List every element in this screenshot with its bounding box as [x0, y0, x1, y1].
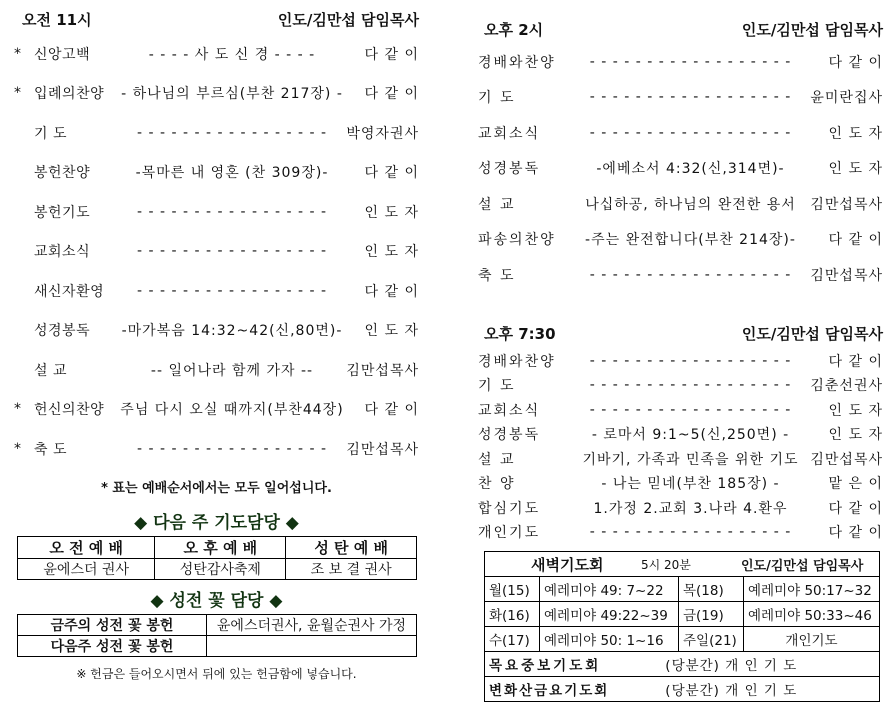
order-detail: -목마른 내 영혼 (찬 309장)- [135, 165, 329, 182]
order-row [14, 390, 419, 430]
morning-leader: 인도/김만섭 담임목사 [277, 10, 419, 29]
order-name: 기 도 [478, 90, 516, 107]
order-leader: 김춘선권사 [810, 378, 883, 395]
order-row [14, 429, 419, 469]
dawn-extra-row [485, 652, 880, 677]
flower-duty-title: ◆ 성전 꽃 담당 ◆ [150, 590, 283, 611]
order-name: 합심기도 [478, 500, 541, 517]
order-name: 경배와찬양 [478, 54, 556, 71]
order-row [478, 222, 883, 258]
order-name: 입례의찬양 [34, 86, 105, 103]
order-detail: 1.가정 2.교회 3.나라 4.환우 [593, 500, 788, 517]
order-name: 설 교 [478, 196, 516, 213]
dawn-leader: 인도/김만섭 담임목사 [741, 558, 864, 574]
dawn-time: 5시 20분 [641, 557, 691, 572]
prayer-duty-value: 조 보 결 권사 [286, 558, 417, 579]
left-column [14, 0, 419, 682]
order-row [14, 271, 419, 311]
order-leader: 다 같 이 [364, 283, 419, 300]
order-leader: 김만섭목사 [346, 441, 419, 458]
order-row [478, 349, 883, 374]
order-leader: 인 도 자 [364, 204, 419, 221]
standing-mark: * [14, 85, 21, 102]
order-detail: 주님 다시 오실 때까지(부찬44장) [120, 402, 344, 419]
afternoon-service-header [478, 14, 883, 44]
dawn-prayer-table [484, 551, 880, 702]
order-detail: - - - - - - - - - - - - - - - - - - [589, 89, 792, 106]
dawn-extra-value: (당분간) 개 인 기 도 [665, 683, 798, 699]
order-leader: 인 도 자 [828, 402, 883, 419]
dawn-day: 화(16) [485, 602, 540, 627]
afternoon-leader: 인도/김만섭 담임목사 [741, 20, 883, 39]
order-detail: - - - - - - - - - - - - - - - - - - [589, 266, 792, 283]
prayer-duty-header: 오 후 예 배 [155, 536, 286, 558]
order-name: 파송의찬양 [478, 232, 556, 249]
order-detail: 기바기, 가족과 민족을 위한 기도 [582, 451, 799, 468]
order-name: 설 교 [478, 451, 516, 468]
dawn-header-row [485, 552, 880, 577]
dawn-day: 금(19) [679, 602, 744, 627]
table-row [18, 614, 417, 635]
order-name: 설 교 [34, 362, 67, 379]
dawn-passage: 예레미야 49: 7~22 [540, 577, 679, 602]
morning-order-list [14, 34, 419, 469]
order-detail: - - - - - - - - - - - - - - - - - [136, 243, 328, 260]
order-detail: - - - - - - - - - - - - - - - - - [136, 203, 328, 220]
standing-mark: * [14, 401, 21, 418]
order-row [478, 44, 883, 80]
order-leader: 다 같 이 [364, 86, 419, 103]
dawn-day: 목(18) [679, 577, 744, 602]
dawn-extra-value: (당분간) 개 인 기 도 [665, 658, 798, 674]
dawn-passage: 예레미야 49:22~39 [540, 602, 679, 627]
order-detail: - - - - 사 도 신 경 - - - - [148, 46, 316, 63]
dawn-title: 새벽기도회 [531, 555, 604, 574]
order-name: 성경봉독 [478, 427, 541, 444]
order-row [14, 113, 419, 153]
order-row [14, 153, 419, 193]
order-row [14, 74, 419, 114]
flower-duty-label: 금주의 성전 꽃 봉헌 [18, 614, 207, 635]
standing-note: * 표는 예배순서에서는 모두 일어섭니다. [101, 480, 332, 496]
table-row [485, 602, 880, 627]
order-row [478, 186, 883, 222]
order-name: 헌신의찬양 [34, 402, 105, 419]
table-row [485, 677, 880, 702]
flower-duty-label: 다음주 성전 꽃 봉헌 [18, 635, 207, 656]
morning-time: 오전 11시 [22, 10, 92, 29]
dawn-day: 주일(21) [679, 627, 744, 652]
prayer-duty-value: 성탄감사축제 [155, 558, 286, 579]
order-leader: 다 같 이 [828, 500, 883, 517]
order-leader: 다 같 이 [364, 46, 419, 63]
order-detail: - - - - - - - - - - - - - - - - - - [589, 124, 792, 141]
order-row [14, 311, 419, 351]
order-row [478, 422, 883, 447]
order-leader: 인 도 자 [828, 125, 883, 142]
order-name: 새신자환영 [34, 283, 105, 300]
prayer-duty-header: 오 전 예 배 [18, 536, 155, 558]
morning-service-header [14, 4, 419, 34]
dawn-day: 수(17) [485, 627, 540, 652]
order-row [478, 520, 883, 545]
order-leader: 다 같 이 [828, 54, 883, 71]
order-detail: - - - - - - - - - - - - - - - - - [136, 282, 328, 299]
flower-duty-table [17, 614, 417, 657]
order-detail: -에베소서 4:32(신,314면)- [596, 161, 785, 178]
order-row [478, 257, 883, 293]
order-leader: 다 같 이 [828, 525, 883, 542]
order-leader: 인 도 자 [828, 427, 883, 444]
order-leader: 다 같 이 [364, 165, 419, 182]
order-leader: 인 도 자 [364, 244, 419, 261]
order-detail: - 로마서 9:1~5(신,250면) - [591, 427, 790, 444]
order-name: 축 도 [478, 267, 516, 284]
prayer-duty-table [17, 536, 417, 580]
order-name: 교회소식 [478, 125, 541, 142]
order-row [14, 350, 419, 390]
table-row [18, 558, 417, 579]
dawn-passage: 개인기도 [744, 627, 880, 652]
dawn-header [485, 552, 880, 577]
order-detail: - - - - - - - - - - - - - - - - - [136, 440, 328, 457]
order-row [478, 398, 883, 423]
prayer-duty-header: 성 탄 예 배 [286, 536, 417, 558]
order-name: 봉헌기도 [34, 204, 91, 221]
dawn-passage: 예레미야 50:17~32 [744, 577, 880, 602]
order-row [478, 447, 883, 472]
order-row [478, 80, 883, 116]
order-detail: - 나는 믿네(부찬 185장) - [601, 476, 780, 493]
table-row [18, 536, 417, 558]
table-row [485, 627, 880, 652]
order-name: 찬 양 [478, 476, 516, 493]
evening-service-header [478, 319, 883, 349]
order-row [478, 115, 883, 151]
order-name: 교회소식 [478, 402, 541, 419]
order-detail: -마가복음 14:32~42(신,80면)- [121, 323, 343, 340]
flower-duty-value: 윤에스더권사, 윤월순권사 가정 [207, 614, 417, 635]
order-detail: - 하나님의 부르심(부찬 217장) - [121, 86, 343, 103]
order-detail: -- 일어나라 함께 가자 -- [150, 362, 314, 379]
dawn-passage: 예레미야 50:33~46 [744, 602, 880, 627]
order-leader: 김만섭목사 [346, 362, 419, 379]
order-leader: 김만섭목사 [810, 451, 883, 468]
order-row [14, 192, 419, 232]
order-row [478, 471, 883, 496]
order-name: 교회소식 [34, 244, 91, 261]
order-detail: - - - - - - - - - - - - - - - - - - [589, 377, 792, 394]
prayer-duty-title: ◆ 다음 주 기도담당 ◆ [134, 512, 299, 533]
right-column [478, 0, 883, 545]
order-name: 개인기도 [478, 525, 541, 542]
table-row [485, 652, 880, 677]
order-detail: - - - - - - - - - - - - - - - - - - [589, 53, 792, 70]
order-leader: 박영자권사 [346, 125, 419, 142]
order-detail: - - - - - - - - - - - - - - - - - - [589, 401, 792, 418]
dawn-extra-label: 목요중보기도회 [489, 658, 602, 674]
order-detail: 나십하공, 하나님의 완전한 용서 [585, 196, 796, 213]
order-name: 성경봉독 [478, 161, 541, 178]
evening-time: 오후 7:30 [484, 325, 556, 343]
standing-mark: * [14, 45, 21, 62]
order-name: 봉헌찬양 [34, 165, 91, 182]
order-leader: 다 같 이 [828, 232, 883, 249]
order-row [478, 151, 883, 187]
order-leader: 맡 은 이 [828, 476, 883, 493]
dawn-prayer-box [484, 551, 880, 702]
order-row [478, 496, 883, 521]
order-name: 기 도 [34, 125, 67, 142]
dawn-extra-row [485, 677, 880, 702]
order-detail: - - - - - - - - - - - - - - - - - - [589, 524, 792, 541]
prayer-duty-value: 윤에스더 권사 [18, 558, 155, 579]
afternoon-time: 오후 2시 [484, 20, 544, 39]
order-name: 기 도 [478, 378, 516, 395]
evening-leader: 인도/김만섭 담임목사 [741, 325, 883, 343]
flower-duty-value [207, 635, 417, 656]
order-leader: 다 같 이 [828, 353, 883, 370]
order-leader: 다 같 이 [364, 402, 419, 419]
order-name: 경배와찬양 [478, 353, 556, 370]
order-name: 성경봉독 [34, 323, 91, 340]
order-name: 신앙고백 [34, 46, 91, 63]
dawn-extra-label: 변화산금요기도회 [489, 683, 610, 699]
offering-note: ※ 헌금은 들어오시면서 뒤에 있는 헌금함에 넣습니다. [76, 666, 357, 681]
table-row [485, 577, 880, 602]
evening-order-list [478, 349, 883, 545]
standing-mark: * [14, 440, 21, 457]
order-detail: -주는 완전합니다(부찬 214장)- [585, 232, 796, 249]
order-leader: 김만섭목사 [810, 267, 883, 284]
order-row [14, 232, 419, 272]
order-detail: - - - - - - - - - - - - - - - - - - [589, 352, 792, 369]
dawn-day: 월(15) [485, 577, 540, 602]
order-leader: 김만섭목사 [810, 196, 883, 213]
order-leader: 인 도 자 [364, 323, 419, 340]
order-leader: 윤미란집사 [810, 90, 883, 107]
order-row [14, 34, 419, 74]
dawn-passage: 예레미야 50: 1~16 [540, 627, 679, 652]
order-detail: - - - - - - - - - - - - - - - - - [136, 124, 328, 141]
order-name: 축 도 [34, 441, 67, 458]
order-row [478, 373, 883, 398]
afternoon-order-list [478, 44, 883, 293]
order-leader: 인 도 자 [828, 161, 883, 178]
table-row [18, 635, 417, 656]
